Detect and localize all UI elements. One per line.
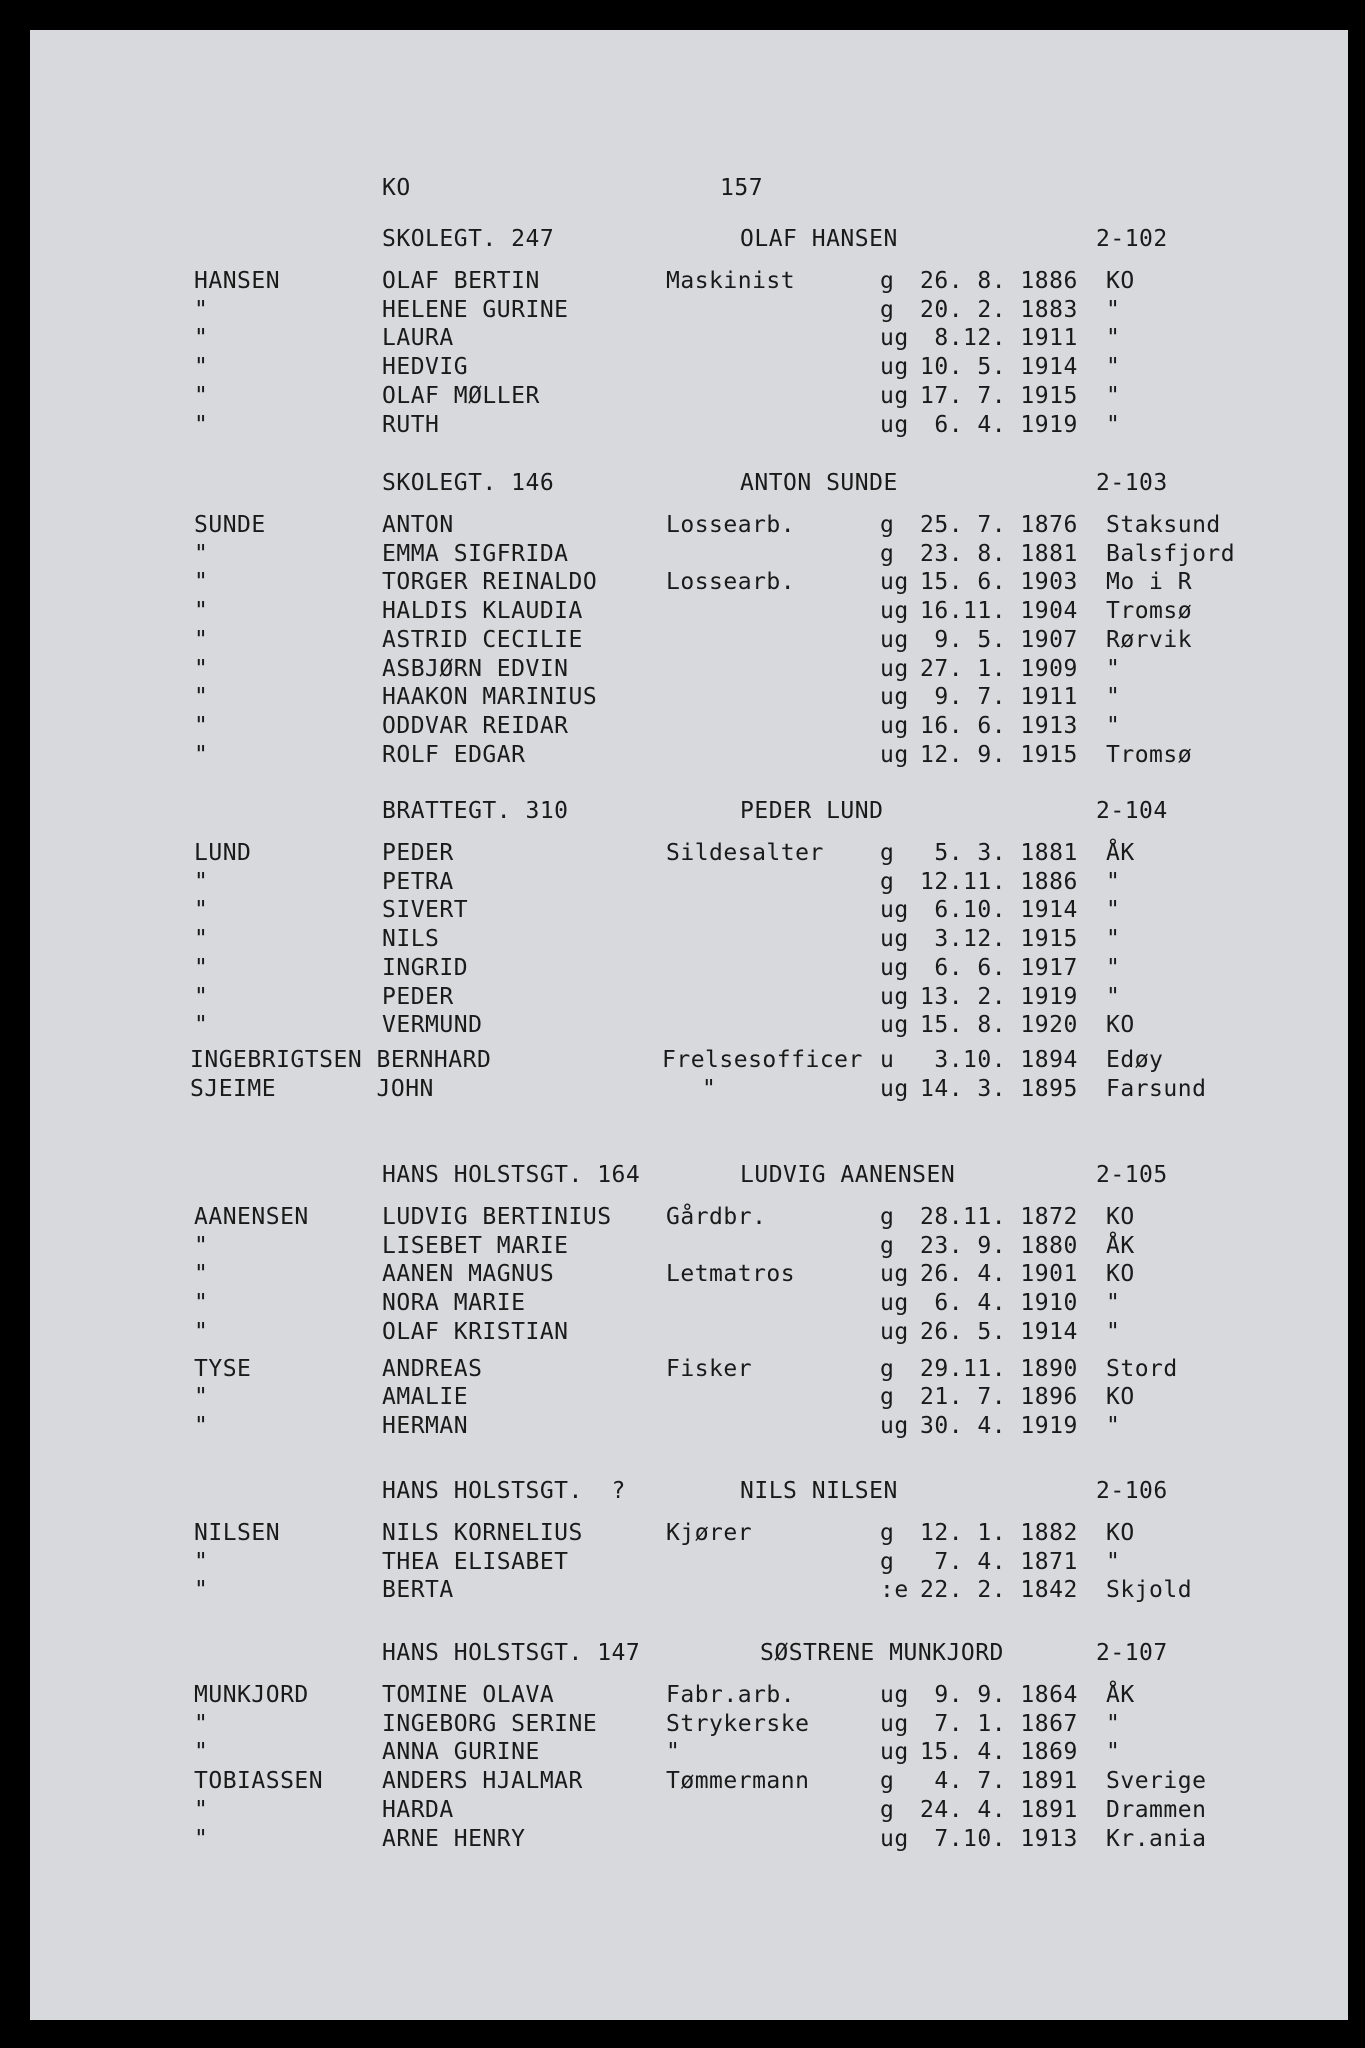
name-cell: ANDREAS	[382, 1355, 483, 1382]
surname-cell: "	[194, 569, 209, 596]
name-cell: TORGER REINALDO	[382, 569, 598, 596]
section-head: ANTON SUNDE	[740, 470, 898, 496]
register-row	[30, 1826, 1348, 1856]
date-cell: 15. 8. 1920	[920, 1012, 1078, 1039]
status-cell: g	[880, 1355, 895, 1382]
register-row	[30, 541, 1348, 571]
place-cell: "	[1106, 926, 1121, 953]
date-cell: 12. 9. 1915	[920, 741, 1078, 768]
surname-cell: "	[194, 540, 209, 567]
section-address: HANS HOLSTSGT. ?	[382, 1478, 626, 1504]
date-cell: 12. 1. 1882	[920, 1520, 1078, 1546]
register-row	[30, 512, 1348, 542]
surname-cell: "	[194, 598, 209, 625]
register-row	[30, 1520, 1348, 1550]
date-cell: 6. 6. 1917	[920, 954, 1078, 981]
occupation-cell: Lossearb.	[666, 569, 796, 596]
place-cell: KO	[1106, 1012, 1135, 1039]
section-address: SKOLEGT. 247	[382, 226, 555, 252]
place-cell: KO	[1106, 1204, 1135, 1230]
register-row	[30, 955, 1348, 985]
register-row	[30, 1768, 1348, 1798]
register-row	[30, 1290, 1348, 1320]
name-cell: NORA MARIE	[382, 1290, 526, 1317]
register-row	[30, 1739, 1348, 1769]
date-cell: 3.12. 1915	[920, 926, 1078, 953]
surname-cell: "	[194, 741, 209, 768]
name-cell: INGEBORG SERINE	[382, 1710, 598, 1737]
place-cell: "	[1106, 382, 1121, 409]
section-head: NILS NILSEN	[740, 1478, 898, 1504]
occupation-cell: Maskinist	[666, 268, 796, 294]
place-cell: Tromsø	[1106, 598, 1193, 625]
status-cell: g	[880, 840, 895, 866]
status-cell: ug	[880, 354, 909, 381]
register-row	[30, 1413, 1348, 1443]
register-row	[30, 656, 1348, 686]
name-cell: NILS	[382, 926, 440, 953]
name-cell: LUDVIG BERTINIUS	[382, 1204, 612, 1230]
place-cell: "	[1106, 1318, 1121, 1345]
status-cell: g	[880, 1548, 895, 1575]
date-cell: 30. 4. 1919	[920, 1412, 1078, 1439]
register-row	[30, 897, 1348, 927]
place-cell: "	[1106, 954, 1121, 981]
name-cell: PEDER	[382, 840, 454, 866]
status-cell: ug	[880, 983, 909, 1010]
name-cell: HARDA	[382, 1796, 454, 1823]
name-cell: ASBJØRN EDVIN	[382, 655, 569, 682]
register-row	[30, 1682, 1348, 1712]
status-cell: g	[880, 1796, 895, 1823]
surname-cell: "	[194, 926, 209, 953]
register-row	[30, 268, 1348, 298]
date-cell: 5. 3. 1881	[920, 840, 1078, 866]
surname-cell: "	[194, 684, 209, 711]
surname-cell: "	[194, 712, 209, 739]
status-cell: g	[880, 1384, 895, 1411]
date-cell: 23. 8. 1881	[920, 540, 1078, 567]
status-cell: :e	[880, 1577, 909, 1604]
name-cell: PEDER	[382, 983, 454, 1010]
date-cell: 6.10. 1914	[920, 897, 1078, 924]
date-cell: 17. 7. 1915	[920, 382, 1078, 409]
occupation-cell: Tømmermann	[666, 1768, 810, 1795]
register-row	[30, 1204, 1348, 1234]
name-cell: EMMA SIGFRIDA	[382, 540, 569, 567]
date-cell: 21. 7. 1896	[920, 1384, 1078, 1411]
status-cell: ug	[880, 684, 909, 711]
occupation-cell: "	[666, 1739, 681, 1766]
place-cell: "	[1106, 1739, 1121, 1766]
place-cell: KO	[1106, 1520, 1135, 1546]
status-cell: ug	[880, 1318, 909, 1345]
occupation-cell: Kjører	[666, 1520, 753, 1546]
register-row	[30, 926, 1348, 956]
name-cell: INGRID	[382, 954, 469, 981]
date-cell: 7. 1. 1867	[920, 1710, 1078, 1737]
status-cell: ug	[880, 1075, 909, 1102]
register-row-extra	[30, 1047, 1348, 1077]
section-code: 2-104	[1096, 798, 1168, 824]
register-row	[30, 569, 1348, 599]
status-cell: ug	[880, 598, 909, 625]
surname-cell: "	[194, 1012, 209, 1039]
date-cell: 6. 4. 1910	[920, 1290, 1078, 1317]
place-cell: Sverige	[1106, 1768, 1207, 1795]
status-cell: g	[880, 1204, 895, 1230]
place-cell: Mo i R	[1106, 569, 1193, 596]
section-code: 2-107	[1096, 1640, 1168, 1666]
name-cell: OLAF KRISTIAN	[382, 1318, 569, 1345]
register-row	[30, 297, 1348, 327]
surname-cell: SUNDE	[194, 512, 266, 538]
occupation-cell: Fabr.arb.	[666, 1682, 796, 1708]
date-cell: 26. 4. 1901	[920, 1261, 1078, 1288]
date-cell: 16. 6. 1913	[920, 712, 1078, 739]
date-cell: 9. 5. 1907	[920, 626, 1078, 653]
surname-cell: "	[194, 1384, 209, 1411]
name-cell: HALDIS KLAUDIA	[382, 598, 583, 625]
place-cell: "	[1106, 1710, 1121, 1737]
status-cell: g	[880, 268, 895, 294]
place-cell: "	[1106, 1548, 1121, 1575]
surname-cell: "	[194, 1412, 209, 1439]
surname-cell: "	[194, 1577, 209, 1604]
date-cell: 8.12. 1911	[920, 325, 1078, 352]
status-cell: ug	[880, 712, 909, 739]
status-cell: ug	[880, 569, 909, 596]
section-code: 2-103	[1096, 470, 1168, 496]
register-row	[30, 1356, 1348, 1386]
date-cell: 9. 7. 1911	[920, 684, 1078, 711]
register-row	[30, 1549, 1348, 1579]
surname-cell: "	[194, 1261, 209, 1288]
name-cell: THEA ELISABET	[382, 1548, 569, 1575]
register-row	[30, 869, 1348, 899]
surname-cell: "	[194, 411, 209, 438]
status-cell: g	[880, 868, 895, 895]
date-cell: 24. 4. 1891	[920, 1796, 1078, 1823]
place-cell: Stord	[1106, 1355, 1178, 1382]
status-cell: ug	[880, 1412, 909, 1439]
name-cell: TOMINE OLAVA	[382, 1682, 555, 1708]
place-cell: ÅK	[1106, 840, 1135, 866]
name-cell: HELENE GURINE	[382, 296, 569, 323]
name-cell: OLAF BERTIN	[382, 268, 540, 294]
register-row	[30, 684, 1348, 714]
date-cell: 3.10. 1894	[920, 1046, 1078, 1073]
date-cell: 28.11. 1872	[920, 1204, 1078, 1230]
date-cell: 7. 4. 1871	[920, 1548, 1078, 1575]
register-row	[30, 742, 1348, 772]
surname-cell: "	[194, 655, 209, 682]
section-head: PEDER LUND	[740, 798, 884, 824]
date-cell: 13. 2. 1919	[920, 983, 1078, 1010]
date-cell: 4. 7. 1891	[920, 1768, 1078, 1795]
surname-cell: "	[194, 954, 209, 981]
occupation-cell: Fisker	[666, 1355, 753, 1382]
surname-cell: "	[194, 868, 209, 895]
date-cell: 23. 9. 1880	[920, 1232, 1078, 1259]
occupation-cell: Sildesalter	[666, 840, 824, 866]
surname-cell: TOBIASSEN	[194, 1768, 324, 1795]
name-cell: ANTON	[382, 512, 454, 538]
place-cell: Tromsø	[1106, 741, 1193, 768]
place-cell: "	[1106, 868, 1121, 895]
occupation-cell: Letmatros	[666, 1261, 796, 1288]
register-row	[30, 984, 1348, 1014]
surname-cell: AANENSEN	[194, 1204, 309, 1230]
name-cell: BERTA	[382, 1577, 454, 1604]
document-page	[30, 30, 1348, 2020]
status-cell: u	[880, 1046, 895, 1073]
date-cell: 14. 3. 1895	[920, 1075, 1078, 1102]
status-cell: ug	[880, 954, 909, 981]
surname-cell: "	[194, 626, 209, 653]
name-cell: ARNE HENRY	[382, 1825, 526, 1852]
status-cell: ug	[880, 1682, 909, 1708]
name-cell: ODDVAR REIDAR	[382, 712, 569, 739]
place-cell: Farsund	[1106, 1075, 1207, 1102]
date-cell: 26. 8. 1886	[920, 268, 1078, 294]
place-cell: Edøy	[1106, 1046, 1164, 1073]
name-cell: LAURA	[382, 325, 454, 352]
name-cell: PETRA	[382, 868, 454, 895]
place-cell: "	[1106, 1290, 1121, 1317]
place-cell: Rørvik	[1106, 626, 1193, 653]
status-cell: ug	[880, 626, 909, 653]
name-cell: AANEN MAGNUS	[382, 1261, 555, 1288]
surname-cell: "	[194, 354, 209, 381]
status-cell: ug	[880, 382, 909, 409]
register-row	[30, 1261, 1348, 1291]
surname-cell: "	[194, 1318, 209, 1345]
surname-cell: MUNKJORD	[194, 1682, 309, 1708]
name-cell: OLAF MØLLER	[382, 382, 540, 409]
surname-cell: "	[194, 296, 209, 323]
status-cell: ug	[880, 897, 909, 924]
register-row	[30, 1577, 1348, 1607]
date-cell: 15. 6. 1903	[920, 569, 1078, 596]
date-cell: 10. 5. 1914	[920, 354, 1078, 381]
register-row	[30, 412, 1348, 442]
register-row	[30, 713, 1348, 743]
name-cell: LISEBET MARIE	[382, 1232, 569, 1259]
register-row	[30, 598, 1348, 628]
surname-cell: "	[194, 325, 209, 352]
place-cell: "	[1106, 684, 1121, 711]
name-cell: AMALIE	[382, 1384, 469, 1411]
place-cell: KO	[1106, 1384, 1135, 1411]
status-cell: g	[880, 512, 895, 538]
register-row	[30, 1233, 1348, 1263]
surname-cell: TYSE	[194, 1355, 252, 1382]
surname-cell: "	[194, 1710, 209, 1737]
surname-cell: "	[194, 897, 209, 924]
section-address: HANS HOLSTSGT. 164	[382, 1162, 641, 1188]
name-cell: ASTRID CECILIE	[382, 626, 583, 653]
date-cell: 27. 1. 1909	[920, 655, 1078, 682]
date-cell: 29.11. 1890	[920, 1355, 1078, 1382]
status-cell: ug	[880, 741, 909, 768]
status-cell: g	[880, 1520, 895, 1546]
date-cell: 9. 9. 1864	[920, 1682, 1078, 1708]
name-cell: RUTH	[382, 411, 440, 438]
status-cell: ug	[880, 926, 909, 953]
date-cell: 7.10. 1913	[920, 1825, 1078, 1852]
occupation-cell: "	[702, 1075, 717, 1102]
place-cell: Staksund	[1106, 512, 1221, 538]
place-cell: "	[1106, 655, 1121, 682]
section-code: 2-106	[1096, 1478, 1168, 1504]
section-code: 2-105	[1096, 1162, 1168, 1188]
surname-cell: "	[194, 1796, 209, 1823]
name-cell: HERMAN	[382, 1412, 469, 1439]
place-cell: ÅK	[1106, 1682, 1135, 1708]
register-row	[30, 627, 1348, 657]
place-cell: Balsfjord	[1106, 540, 1236, 567]
section-address: HANS HOLSTSGT. 147	[382, 1640, 641, 1666]
status-cell: ug	[880, 1739, 909, 1766]
date-cell: 12.11. 1886	[920, 868, 1078, 895]
surname-cell: "	[194, 1825, 209, 1852]
name-cell: VERMUND	[382, 1012, 483, 1039]
surname-cell: NILSEN	[194, 1520, 281, 1546]
page-number: 157	[720, 175, 764, 201]
register-row	[30, 354, 1348, 384]
status-cell: g	[880, 1768, 895, 1795]
status-cell: ug	[880, 1710, 909, 1737]
section-head: LUDVIG AANENSEN	[740, 1162, 956, 1188]
place-cell: KO	[1106, 268, 1135, 294]
occupation-cell: Frelsesofficer	[662, 1046, 863, 1073]
surname-cell: "	[194, 983, 209, 1010]
section-address: BRATTEGT. 310	[382, 798, 569, 824]
place-cell: "	[1106, 296, 1121, 323]
place-cell: Skjold	[1106, 1577, 1193, 1604]
surname-cell: HANSEN	[194, 268, 281, 294]
date-cell: 6. 4. 1919	[920, 411, 1078, 438]
status-cell: ug	[880, 1012, 909, 1039]
register-row-extra	[30, 1076, 1348, 1106]
surname-cell: "	[194, 1548, 209, 1575]
date-cell: 15. 4. 1869	[920, 1739, 1078, 1766]
register-row	[30, 1711, 1348, 1741]
place-cell: ÅK	[1106, 1232, 1135, 1259]
occupation-cell: Gårdbr.	[666, 1204, 767, 1230]
surname-cell: "	[194, 1739, 209, 1766]
name-cell: HAAKON MARINIUS	[382, 684, 598, 711]
place-cell: "	[1106, 1412, 1121, 1439]
place-cell: Kr.ania	[1106, 1825, 1207, 1852]
place-cell: "	[1106, 712, 1121, 739]
surname-cell: "	[194, 1290, 209, 1317]
status-cell: ug	[880, 411, 909, 438]
name-cell: ROLF EDGAR	[382, 741, 526, 768]
status-cell: ug	[880, 1825, 909, 1852]
surname-cell: LUND	[194, 840, 252, 866]
section-code: 2-102	[1096, 226, 1168, 252]
page-prefix: KO	[382, 175, 411, 201]
date-cell: 26. 5. 1914	[920, 1318, 1078, 1345]
section-head: SØSTRENE MUNKJORD	[760, 1640, 1004, 1666]
place-cell: Drammen	[1106, 1796, 1207, 1823]
section-head: OLAF HANSEN	[740, 226, 898, 252]
register-row	[30, 1012, 1348, 1042]
status-cell: ug	[880, 1261, 909, 1288]
place-cell: KO	[1106, 1261, 1135, 1288]
place-cell: "	[1106, 983, 1121, 1010]
register-row	[30, 1797, 1348, 1827]
status-cell: g	[880, 1232, 895, 1259]
surname-cell: "	[194, 382, 209, 409]
status-cell: ug	[880, 325, 909, 352]
occupation-cell: Lossearb.	[666, 512, 796, 538]
date-cell: 22. 2. 1842	[920, 1577, 1078, 1604]
name-cell: ANNA GURINE	[382, 1739, 540, 1766]
status-cell: ug	[880, 655, 909, 682]
register-row	[30, 1384, 1348, 1414]
extra-name-cell: SJEIME JOHN	[190, 1075, 434, 1102]
name-cell: HEDVIG	[382, 354, 469, 381]
surname-cell: "	[194, 1232, 209, 1259]
register-row	[30, 840, 1348, 870]
date-cell: 25. 7. 1876	[920, 512, 1078, 538]
register-row	[30, 383, 1348, 413]
date-cell: 16.11. 1904	[920, 598, 1078, 625]
place-cell: "	[1106, 897, 1121, 924]
extra-name-cell: INGEBRIGTSEN BERNHARD	[190, 1046, 492, 1073]
occupation-cell: Strykerske	[666, 1710, 810, 1737]
name-cell: ANDERS HJALMAR	[382, 1768, 583, 1795]
name-cell: NILS KORNELIUS	[382, 1520, 583, 1546]
name-cell: SIVERT	[382, 897, 469, 924]
status-cell: g	[880, 540, 895, 567]
place-cell: "	[1106, 354, 1121, 381]
place-cell: "	[1106, 325, 1121, 352]
status-cell: ug	[880, 1290, 909, 1317]
register-row	[30, 1319, 1348, 1349]
date-cell: 20. 2. 1883	[920, 296, 1078, 323]
place-cell: "	[1106, 411, 1121, 438]
section-address: SKOLEGT. 146	[382, 470, 555, 496]
register-row	[30, 325, 1348, 355]
status-cell: g	[880, 296, 895, 323]
